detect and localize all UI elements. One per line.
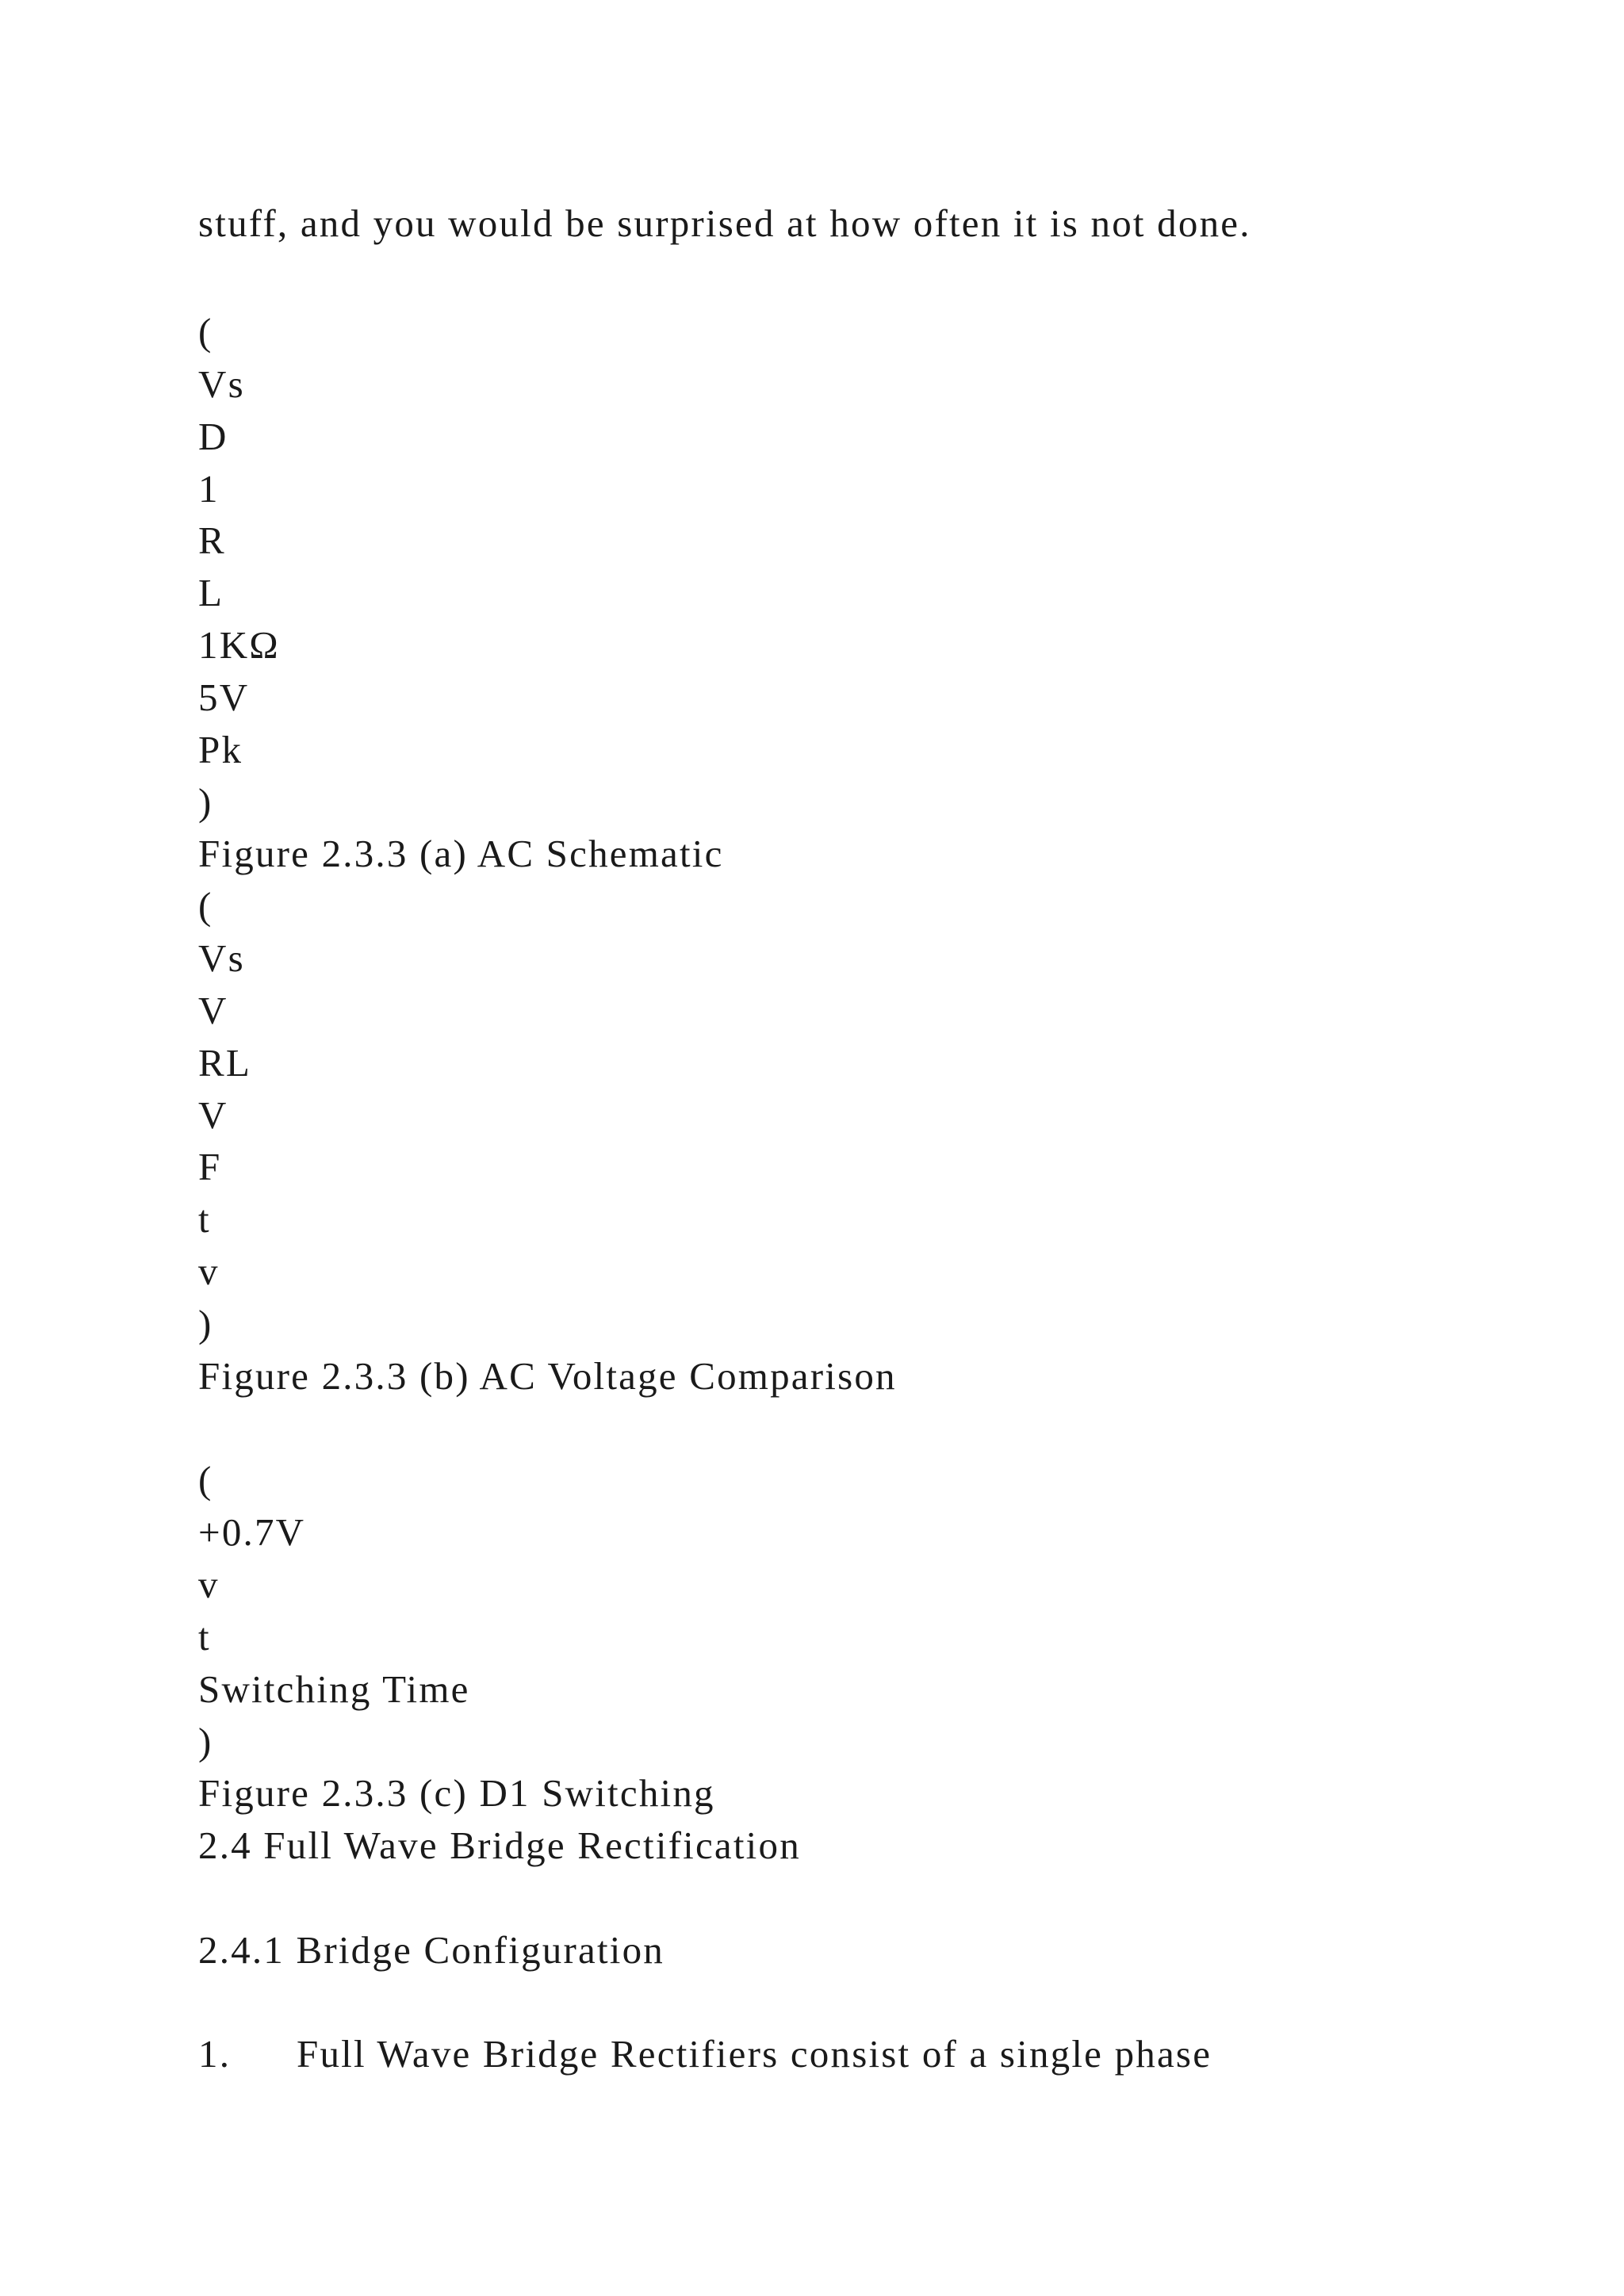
section-heading: 2.4 Full Wave Bridge Rectification xyxy=(198,1823,801,1867)
figure-a-label: ) xyxy=(198,780,213,824)
figure-a-label: 5V xyxy=(198,675,250,719)
figure-b-label: Vs xyxy=(198,936,245,980)
figure-b-label: v xyxy=(198,1249,220,1293)
figure-a-label: ( xyxy=(198,310,213,354)
figure-b-label: t xyxy=(198,1197,211,1241)
figure-c-label: ( xyxy=(198,1458,213,1502)
intro-text: stuff, and you would be surprised at how often it is not done. xyxy=(198,201,1251,245)
figure-a-label: D xyxy=(198,415,228,458)
subsection-heading: 2.4.1 Bridge Configuration xyxy=(198,1928,665,1972)
figure-c-caption: Figure 2.3.3 (c) D1 Switching xyxy=(198,1771,715,1815)
figure-c-label: +0.7V xyxy=(198,1510,306,1554)
figure-b-label: ) xyxy=(198,1302,213,1345)
list-item-text: Full Wave Bridge Rectifiers consist of a single phase xyxy=(297,2032,1212,2076)
figure-a-label: R xyxy=(198,519,226,562)
figure-b-label: V xyxy=(198,989,228,1032)
figure-a-label: Pk xyxy=(198,728,243,771)
figure-a-label: 1KΩ xyxy=(198,623,280,667)
figure-b-label: V xyxy=(198,1093,228,1137)
figure-c-label: Switching Time xyxy=(198,1667,470,1711)
figure-b-label: F xyxy=(198,1145,222,1188)
figure-a-caption: Figure 2.3.3 (a) AC Schematic xyxy=(198,832,724,875)
figure-b-label: ( xyxy=(198,884,213,928)
figure-c-label: t xyxy=(198,1615,211,1659)
figure-b-label: RL xyxy=(198,1041,252,1085)
figure-c-label: v xyxy=(198,1563,220,1606)
figure-a-label: Vs xyxy=(198,362,245,406)
list-item-number: 1. xyxy=(198,2032,232,2076)
figure-b-caption: Figure 2.3.3 (b) AC Voltage Comparison xyxy=(198,1354,897,1398)
figure-a-label: L xyxy=(198,571,224,614)
figure-c-label: ) xyxy=(198,1720,213,1763)
list-item xyxy=(198,2030,1212,2078)
figure-a-label: 1 xyxy=(198,467,220,511)
